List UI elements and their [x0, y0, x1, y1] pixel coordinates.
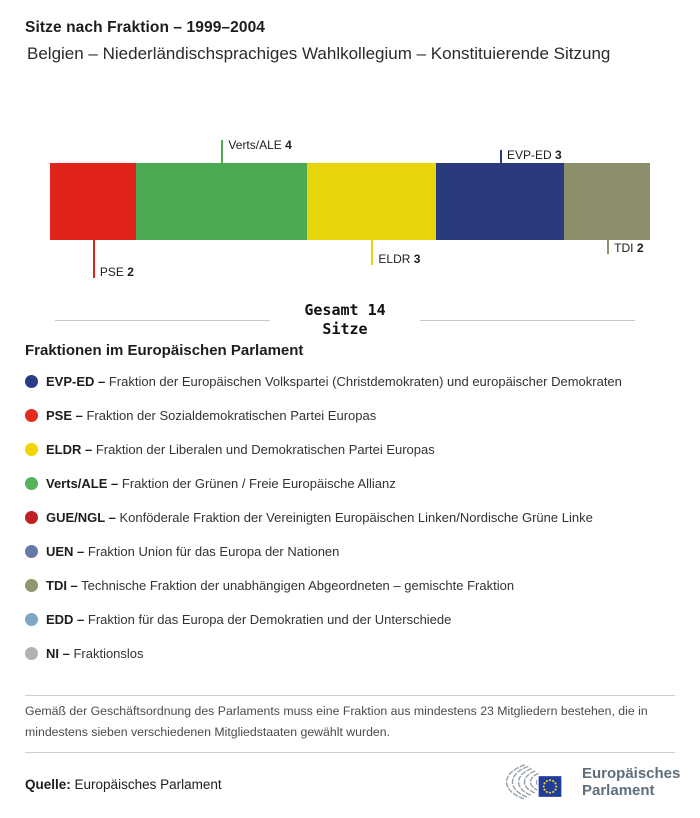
source-label: Quelle: — [25, 777, 71, 792]
legend-item-TDI — [25, 568, 675, 602]
source-value: Europäisches Parlament — [74, 777, 222, 792]
european-parliament-logo — [505, 760, 680, 804]
legend-item-ELDR — [25, 433, 675, 467]
legend-dot-NI — [25, 647, 38, 660]
eu-flag-star — [555, 785, 557, 787]
eu-flag-star — [552, 780, 554, 782]
legend-label: TDI – Technische Fraktion der unabhängigen Abgeordneten – gemischte Fraktion — [46, 577, 515, 593]
footnote — [25, 701, 670, 743]
seat-chart — [50, 140, 650, 305]
legend-label: Verts/ALE – Fraktion der Grünen / Freie Europäische Allianz — [46, 476, 396, 492]
legend-label: GUE/NGL – Konföderale Fraktion der Vereinigten Europäischen Linken/Nordische Grüne Linke — [46, 510, 593, 525]
legend-label: PSE – Fraktion der Sozialdemokratischen Partei Europas — [46, 408, 377, 424]
legend-item-EVP-ED — [25, 365, 675, 399]
bar-callout-label: Verts/ALE 4 — [228, 138, 292, 152]
hemicycle-arcs — [506, 765, 542, 799]
ep-logo-text — [582, 765, 680, 799]
legend-label: UEN – Fraktion Union für das Europa der Nationen — [46, 543, 340, 559]
eu-flag-star — [546, 791, 548, 793]
bar-callout-EVP-ED — [500, 148, 562, 163]
eu-flag-star — [554, 789, 556, 791]
eu-flag-star — [546, 780, 548, 782]
eu-flag-star — [552, 791, 554, 793]
eu-flag-star — [554, 782, 556, 784]
page-subtitle: Belgien – Niederländischsprachiges Wahlkollegium – Konstituierende Sitzung — [27, 44, 611, 63]
total-seats-label — [304, 301, 385, 339]
source-line — [25, 777, 222, 792]
legend-dot-EDD — [25, 613, 38, 626]
legend-item-PSE — [25, 399, 675, 433]
bar-callout-TDI — [607, 240, 644, 255]
legend-dot-UEN — [25, 545, 38, 558]
eu-flag-star — [543, 789, 545, 791]
legend-item-NI — [25, 636, 675, 670]
bar-callout-label: EVP-ED 3 — [507, 148, 562, 162]
legend-item-EDD — [25, 602, 675, 636]
legend-dot-PSE — [25, 409, 38, 422]
legend-dot-GUE/NGL — [25, 511, 38, 524]
divider-above-source — [25, 752, 675, 753]
legend-list — [25, 365, 675, 670]
legend-label: NI – Fraktionslos — [46, 645, 144, 661]
bar-segment-EVP-ED — [436, 163, 565, 240]
bar-callout-label: PSE 2 — [99, 265, 134, 279]
bar-callout-Verts/ALE — [221, 138, 292, 163]
ep-logo-text-line1: Europäisches — [582, 765, 681, 782]
divider-above-footnote — [25, 695, 675, 696]
legend-heading: Fraktionen im Europäischen Parlament — [25, 342, 304, 359]
legend-label: EVP-ED – Fraktion der Europäischen Volkspartei (Christdemokraten) und europäischer Demokraten — [46, 374, 622, 390]
total-divider-right — [420, 320, 635, 321]
eu-flag-star — [543, 782, 545, 784]
bar-segment-PSE — [50, 163, 136, 240]
eu-flag — [538, 776, 562, 798]
total-seats-line1: Gesamt 14 — [304, 301, 386, 319]
legend-label: EDD – Fraktion für das Europa der Demokratien und der Unterschiede — [46, 611, 452, 627]
legend-dot-TDI — [25, 579, 38, 592]
ep-logo-text-line2: Parlament — [582, 782, 655, 799]
bar-segment-TDI — [564, 163, 650, 240]
eu-flag-star — [549, 792, 551, 794]
legend-dot-Verts/ALE — [25, 477, 38, 490]
bar-segment-ELDR — [307, 163, 436, 240]
eu-flag-star — [543, 785, 545, 787]
page-title: Sitze nach Fraktion – 1999–2004 — [25, 19, 266, 36]
bar-callout-PSE — [93, 240, 134, 279]
bar-callout-ELDR — [371, 240, 421, 266]
ep-hemicycle-logo-icon — [505, 760, 569, 804]
legend-item-UEN — [25, 534, 675, 568]
total-seats-marker — [55, 301, 635, 339]
total-divider-left — [55, 320, 270, 321]
seat-bar — [50, 163, 650, 240]
footnote-line1: Gemäß der Geschäftsordnung des Parlaments muss eine Fraktion aus mindestens 23 Mitgliedern bestehen, die in — [25, 704, 648, 718]
total-seats-line2: Sitze — [322, 320, 368, 338]
legend-label: ELDR – Fraktion der Liberalen und Demokratischen Partei Europas — [46, 442, 435, 458]
bar-callout-label: ELDR 3 — [378, 252, 421, 266]
bar-segment-Verts/ALE — [136, 163, 307, 240]
footnote-line2: mindestens sieben verschiedenen Mitgliedstaaten gewählt wurden. — [25, 725, 391, 739]
legend-dot-EVP-ED — [25, 375, 38, 388]
legend-item-Verts/ALE — [25, 467, 675, 501]
legend-item-GUE/NGL — [25, 501, 675, 535]
bar-callout-label: TDI 2 — [614, 241, 644, 255]
legend-dot-ELDR — [25, 443, 38, 456]
eu-flag-star — [549, 779, 551, 781]
